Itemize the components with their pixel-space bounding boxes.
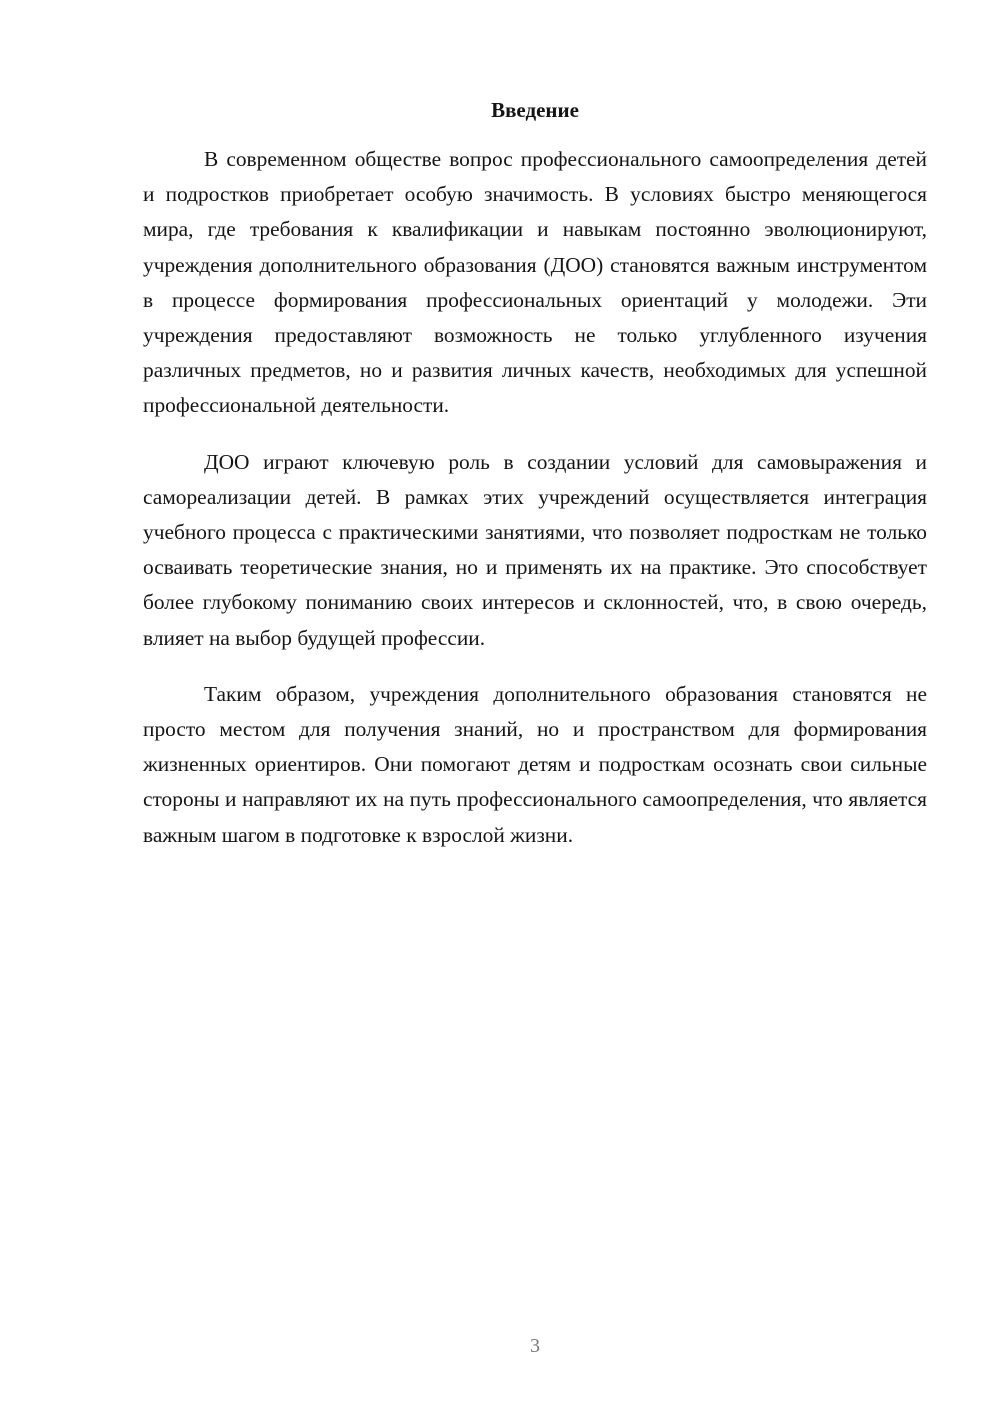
page-number: 3 <box>530 1335 540 1357</box>
section-heading: Введение <box>491 98 579 122</box>
paragraph-2: ДОО играют ключевую роль в создании условий для самовыражения и самореализации детей. В рамках этих учреждений осуществляется интеграция учебного процесса с практическими занятиями, что позволяет подросткам не только осваивать теоретические знания, но и применять их на практике. Это способствует более глубокому пониманию своих интересов и склонностей, что, в свою очередь, влияет на выбор будущей профессии. <box>143 449 927 650</box>
paragraph-3: Таким образом, учреждения дополнительного образования становятся не просто местом для получения знаний, но и пространством для формирования жизненных ориентиров. Они помогают детям и подросткам осознать свои сильные стороны и направляют их на путь профессионального самоопределения, что является важным шагом в подготовке к взрослой жизни. <box>143 681 927 847</box>
paragraph-1: В современном обществе вопрос профессионального самоопределения детей и подростков приобретает особую значимость. В условиях быстро меняющегося мира, где требования к квалификации и навыкам постоянно эволюционируют, учреждения дополнительного образования (ДОО) становятся важным инструментом в процессе формирования профессиональных ориентаций у молодежи. Эти учреждения предоставляют возможность не только углубленного изучения различных предметов, но и развития личных качеств, необходимых для успешной профессиональной деятельности. <box>143 147 927 418</box>
body-text <box>143 142 927 874</box>
